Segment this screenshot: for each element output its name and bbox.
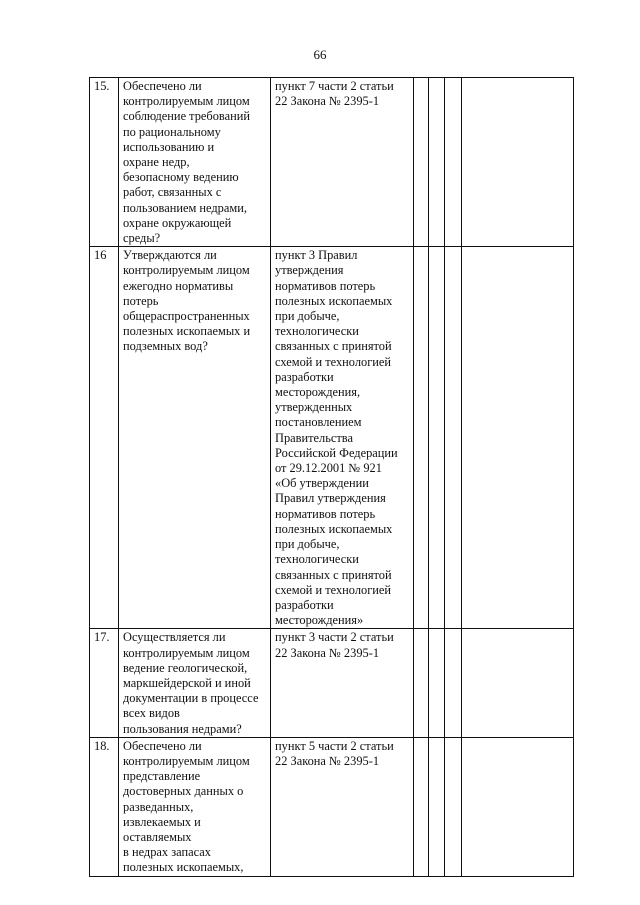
- question-cell: Обеспечено ли контролируемым лицом представление достоверных данных о разведанных, извлекаемых и оставляемых в недрах запасах полезных ископаемых,: [119, 737, 271, 876]
- answer-yes-cell: [414, 78, 429, 247]
- row-number: 17.: [90, 629, 119, 737]
- legal-reference-cell: пункт 5 части 2 статьи 22 Закона № 2395-1: [271, 737, 414, 876]
- notes-cell: [462, 629, 574, 737]
- notes-cell: [462, 247, 574, 629]
- answer-na-cell: [445, 737, 462, 876]
- answer-na-cell: [445, 78, 462, 247]
- page-number: 66: [313, 47, 327, 62]
- answer-no-cell: [429, 629, 445, 737]
- answer-na-cell: [445, 629, 462, 737]
- answer-no-cell: [429, 247, 445, 629]
- answer-no-cell: [429, 737, 445, 876]
- question-cell: Утверждаются ли контролируемым лицом ежегодно нормативы потерь общераспространенных полезных ископаемых и подземных вод?: [119, 247, 271, 629]
- row-number: 15.: [90, 78, 119, 247]
- table-row: [90, 629, 574, 737]
- answer-yes-cell: [414, 629, 429, 737]
- answer-yes-cell: [414, 737, 429, 876]
- legal-reference-cell: пункт 7 части 2 статьи 22 Закона № 2395-1: [271, 78, 414, 247]
- answer-no-cell: [429, 78, 445, 247]
- table-row: [90, 78, 574, 247]
- question-cell: Обеспечено ли контролируемым лицом соблюдение требований по рациональному использованию и охране недр, безопасному ведению работ, связанных с пользованием недрами, охране окружающей среды?: [119, 78, 271, 247]
- notes-cell: [462, 737, 574, 876]
- legal-reference-cell: пункт 3 части 2 статьи 22 Закона № 2395-1: [271, 629, 414, 737]
- checklist-table: [89, 77, 574, 877]
- answer-yes-cell: [414, 247, 429, 629]
- answer-na-cell: [445, 247, 462, 629]
- question-cell: Осуществляется ли контролируемым лицом ведение геологической, маркшейдерской и иной документации в процессе всех видов пользования недрами?: [119, 629, 271, 737]
- legal-reference-cell: пункт 3 Правил утверждения нормативов потерь полезных ископаемых при добыче, технологически связанных с принятой схемой и технологией разработки месторождения, утвержденных постановлением Правительства Российской Федерации от 29.12.2001 № 921 «Об утверждении Правил утверждения нормативов потерь полезных ископаемых при добыче, технологически связанных с принятой схемой и технологией разработки месторождения»: [271, 247, 414, 629]
- table-row: [90, 737, 574, 876]
- table-row: [90, 247, 574, 629]
- row-number: 16: [90, 247, 119, 629]
- notes-cell: [462, 78, 574, 247]
- row-number: 18.: [90, 737, 119, 876]
